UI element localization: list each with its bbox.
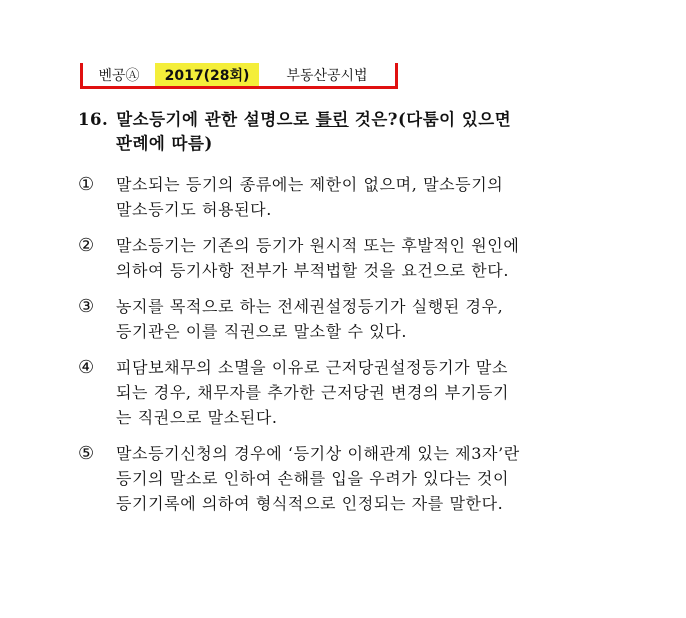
choice-line: 등기관은 이를 직권으로 말소할 수 있다.: [116, 322, 408, 341]
choice-5[interactable]: [78, 441, 608, 516]
choice-line: 말소되는 등기의 종류에는 제한이 없으며, 말소등기의: [116, 175, 504, 194]
question-text-before: 말소등기에 관한 설명으로: [116, 110, 316, 129]
choice-line: 등기의 말소로 인하여 손해를 입을 우려가 있다는 것이: [116, 469, 510, 488]
choice-text: [116, 294, 608, 344]
choice-number: ⑤: [78, 443, 95, 464]
choice-line: 말소등기도 허용된다.: [116, 200, 272, 219]
choice-line: 말소등기는 기존의 등기가 원시적 또는 후발적인 원인에: [116, 236, 520, 255]
question-underlined-word: 틀린: [315, 110, 349, 129]
choice-1[interactable]: [78, 172, 608, 222]
choice-4[interactable]: [78, 355, 608, 430]
choice-line: 되는 경우, 채무자를 추가한 근저당권 변경의 부기등기: [116, 383, 510, 402]
choice-line: 는 직권으로 말소된다.: [116, 408, 278, 427]
choice-text: [116, 172, 608, 222]
choice-3[interactable]: [78, 294, 608, 344]
exam-year-label: 2017(28회): [155, 63, 259, 86]
question-line-1: [78, 108, 608, 132]
choice-line: 말소등기신청의 경우에 ‘등기상 이해관계 있는 제3자’란: [116, 444, 520, 463]
choice-number: ④: [78, 357, 95, 378]
question-line-2: 판례에 따름): [116, 134, 213, 153]
choice-number: ③: [78, 296, 95, 317]
choice-2[interactable]: [78, 233, 608, 283]
choice-line: 등기기록에 의하여 형식적으로 인정되는 자를 말한다.: [116, 494, 504, 513]
exam-header: [80, 63, 398, 89]
choice-line: 농지를 목적으로 하는 전세권설정등기가 실행된 경우,: [116, 297, 504, 316]
question-number: 16.: [78, 110, 109, 129]
answer-choices: [78, 172, 608, 527]
choice-text: [116, 355, 608, 430]
choice-number: ②: [78, 235, 95, 256]
exam-subject-label: 부동산공시법: [286, 67, 368, 84]
question-stem: [78, 108, 608, 156]
exam-source-label: 벤공Ⓐ: [98, 67, 140, 84]
choice-text: [116, 233, 608, 283]
choice-text: [116, 441, 608, 516]
choice-number: ①: [78, 174, 95, 195]
question-text-after: 것은?(다툼이 있으면: [348, 110, 512, 129]
choice-line: 의하여 등기사항 전부가 부적법할 것을 요건으로 한다.: [116, 261, 510, 280]
choice-line: 피담보채무의 소멸을 이유로 근저당권설정등기가 말소: [116, 358, 509, 377]
